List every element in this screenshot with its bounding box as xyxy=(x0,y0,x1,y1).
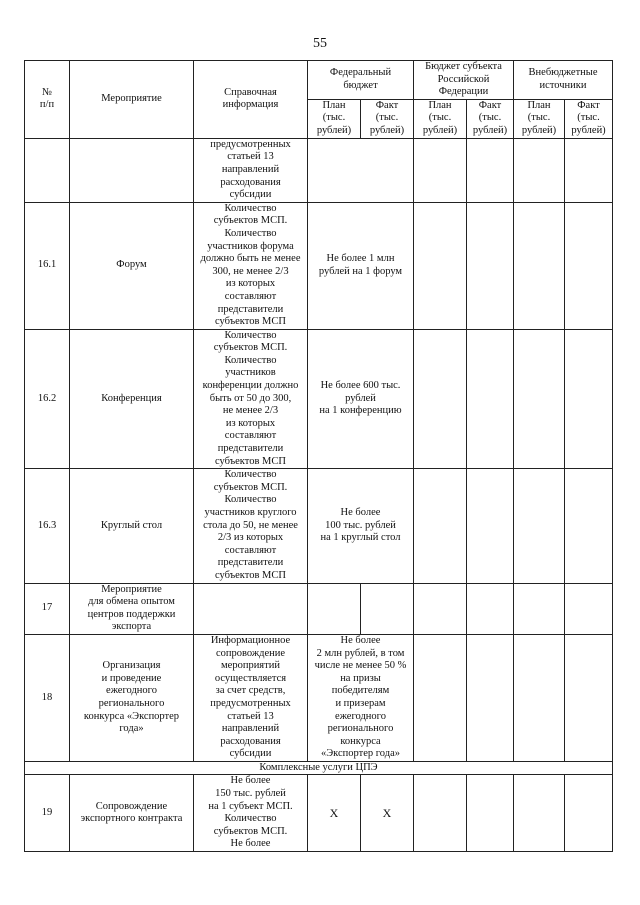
empty-cell xyxy=(514,583,565,634)
empty-cell xyxy=(414,329,467,469)
row-event: Форум xyxy=(70,202,194,329)
row-federal: Не более 100 тыс. рублей на 1 круглый стол xyxy=(308,469,414,583)
row-info: Количество субъектов МСП. Количество участников конференции должно быть от 50 до 300, не менее 2/3 из которых составляют представители субъектов МСП xyxy=(194,329,308,469)
section-row xyxy=(25,761,613,775)
empty-cell xyxy=(414,583,467,634)
table-row xyxy=(25,138,613,202)
empty-cell xyxy=(467,775,514,852)
row-num: 19 xyxy=(25,775,70,852)
section-title: Комплексные услуги ЦПЭ xyxy=(25,761,613,775)
header-num: № п/п xyxy=(25,61,70,139)
row-event: Организация и проведение ежегодного регионального конкурса «Экспортер года» xyxy=(70,634,194,761)
row-info: Количество субъектов МСП. Количество участников круглого стола до 50, не менее 2/3 из которых составляют представители субъектов МСП xyxy=(194,469,308,583)
table-row xyxy=(25,775,613,852)
header-extra-fact: Факт (тыс. рублей) xyxy=(565,99,613,138)
header-extra: Внебюджетные источники xyxy=(514,61,613,100)
empty-cell xyxy=(467,469,514,583)
empty-cell xyxy=(514,469,565,583)
table-row xyxy=(25,202,613,329)
row-info: предусмотренных статьей 13 направлений расходования субсидии xyxy=(194,138,308,202)
empty-cell xyxy=(514,634,565,761)
row-num: 16.2 xyxy=(25,329,70,469)
row-info xyxy=(194,583,308,634)
empty-cell xyxy=(514,138,565,202)
row-federal: Не более 600 тыс. рублей на 1 конференцию xyxy=(308,329,414,469)
header-regional-fact: Факт (тыс. рублей) xyxy=(467,99,514,138)
empty-cell xyxy=(467,202,514,329)
empty-cell xyxy=(414,634,467,761)
row-num: 17 xyxy=(25,583,70,634)
table-row xyxy=(25,634,613,761)
empty-cell xyxy=(565,329,613,469)
row-info: Не более 150 тыс. рублей на 1 субъект МСП. Количество субъектов МСП. Не более xyxy=(194,775,308,852)
row-num: 18 xyxy=(25,634,70,761)
row-info: Информационное сопровождение мероприятий осуществляется за счет средств, предусмотренных статьей 13 направлений расходования субсидии xyxy=(194,634,308,761)
row-federal-plan: X xyxy=(308,775,361,852)
header-federal-plan: План (тыс. рублей) xyxy=(308,99,361,138)
empty-cell xyxy=(414,469,467,583)
empty-cell xyxy=(514,775,565,852)
row-info: Количество субъектов МСП. Количество участников форума должно быть не менее 300, не менее 2/3 из которых составляют представители субъектов МСП xyxy=(194,202,308,329)
header-event: Мероприятие xyxy=(70,61,194,139)
page-number: 55 xyxy=(313,36,327,51)
table-row xyxy=(25,329,613,469)
empty-cell xyxy=(514,329,565,469)
row-federal: Не более 2 млн рублей, в том числе не менее 50 % на призы победителям и призерам ежегодного регионального конкурса «Экспортер года» xyxy=(308,634,414,761)
budget-table xyxy=(24,60,613,852)
row-federal: Не более 1 млн рублей на 1 форум xyxy=(308,202,414,329)
empty-cell xyxy=(565,469,613,583)
row-federal-fact: X xyxy=(361,775,414,852)
row-num xyxy=(25,138,70,202)
header-extra-plan: План (тыс. рублей) xyxy=(514,99,565,138)
empty-cell xyxy=(361,583,414,634)
table-row xyxy=(25,469,613,583)
header-regional-plan: План (тыс. рублей) xyxy=(414,99,467,138)
empty-cell xyxy=(467,634,514,761)
header-regional: Бюджет субъекта Российской Федерации xyxy=(414,61,514,100)
empty-cell xyxy=(414,202,467,329)
empty-cell xyxy=(467,583,514,634)
row-event: Сопровождение экспортного контракта xyxy=(70,775,194,852)
header-federal: Федеральный бюджет xyxy=(308,61,414,100)
header-row-1 xyxy=(25,61,613,100)
empty-cell xyxy=(565,138,613,202)
row-event: Мероприятие для обмена опытом центров поддержки экспорта xyxy=(70,583,194,634)
header-info: Справочная информация xyxy=(194,61,308,139)
empty-cell xyxy=(565,583,613,634)
empty-cell xyxy=(565,775,613,852)
empty-cell xyxy=(514,202,565,329)
empty-cell xyxy=(308,583,361,634)
header-federal-fact: Факт (тыс. рублей) xyxy=(361,99,414,138)
empty-cell xyxy=(414,138,467,202)
row-num: 16.1 xyxy=(25,202,70,329)
row-federal xyxy=(308,138,414,202)
row-num: 16.3 xyxy=(25,469,70,583)
row-event: Круглый стол xyxy=(70,469,194,583)
table-row xyxy=(25,583,613,634)
row-event xyxy=(70,138,194,202)
empty-cell xyxy=(467,329,514,469)
empty-cell xyxy=(565,202,613,329)
empty-cell xyxy=(414,775,467,852)
empty-cell xyxy=(565,634,613,761)
row-event: Конференция xyxy=(70,329,194,469)
empty-cell xyxy=(467,138,514,202)
